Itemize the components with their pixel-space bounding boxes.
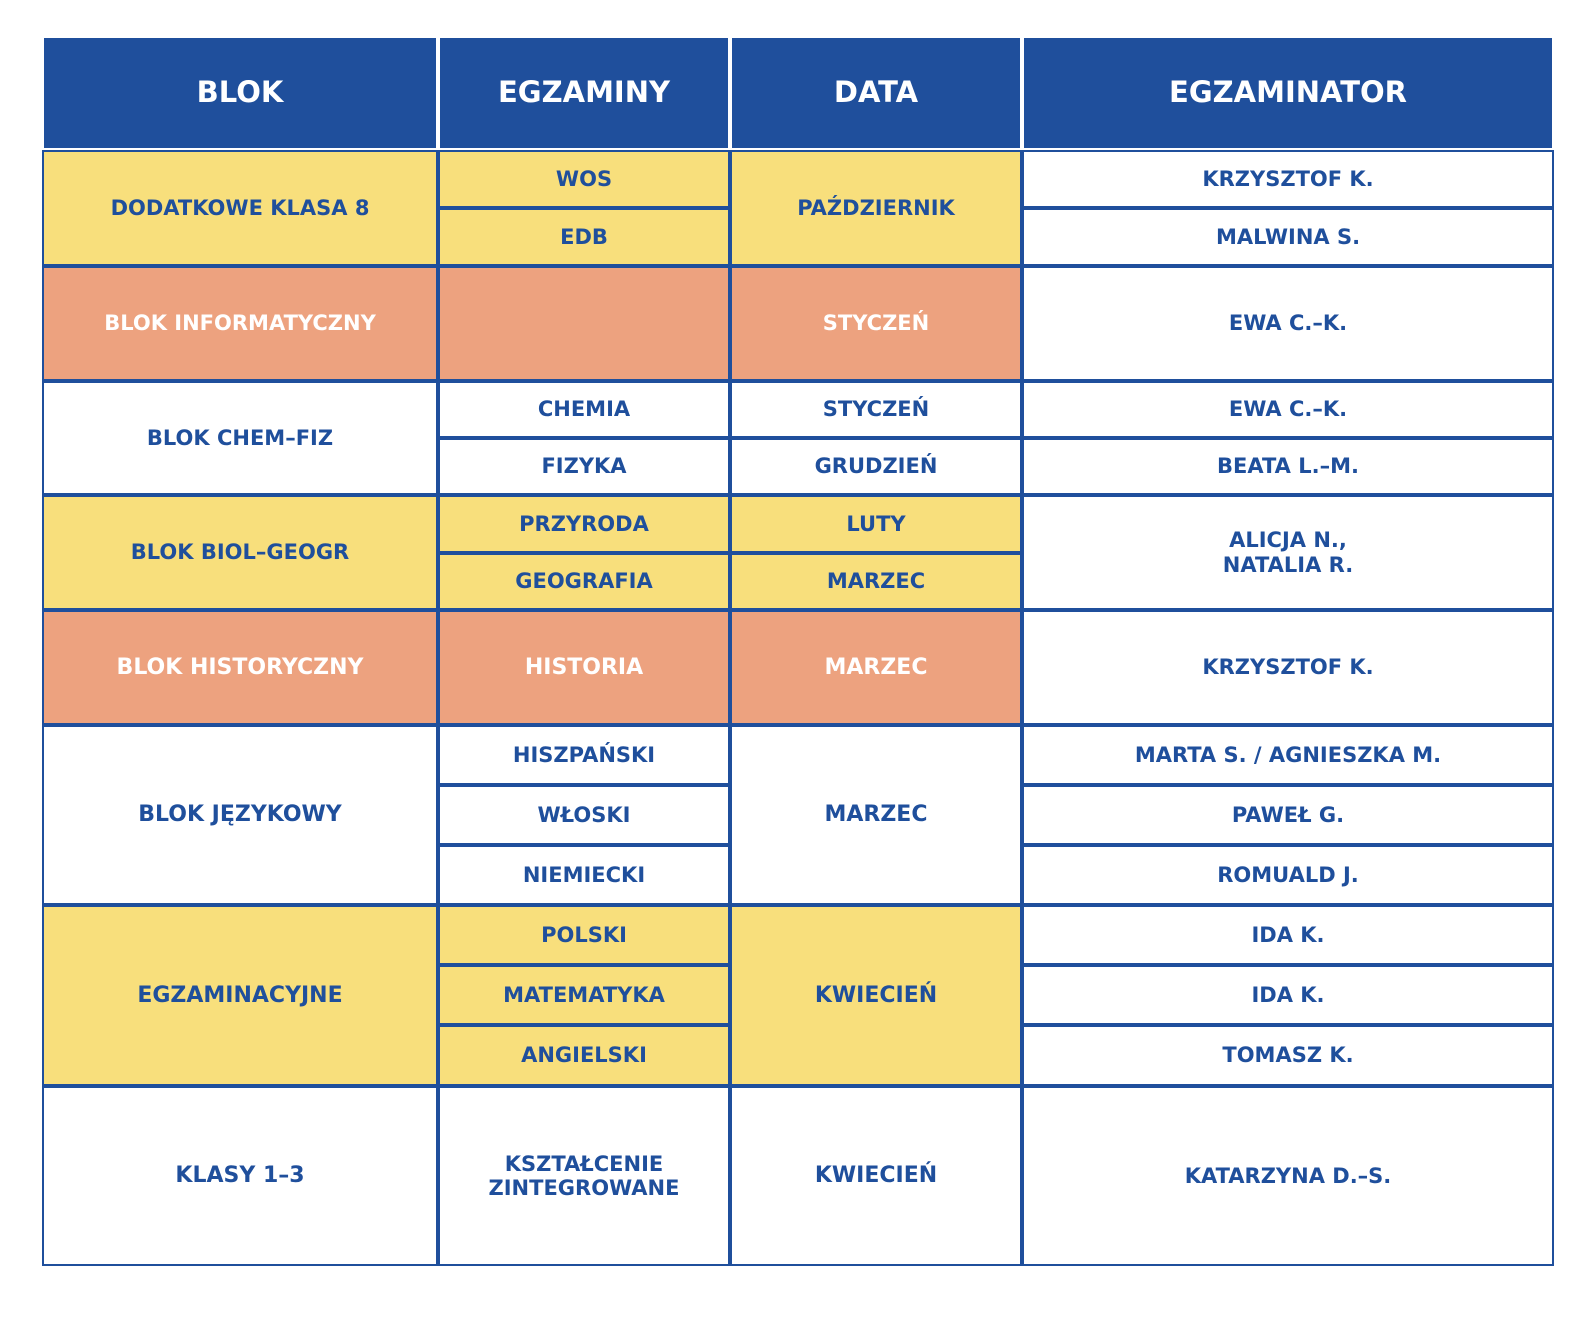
row-examiner: EWA C.–K. — [1022, 381, 1554, 438]
header-data: DATA — [730, 36, 1022, 150]
row-date-grudzien: GRUDZIEŃ — [730, 438, 1022, 495]
row-date-marzec: MARZEC — [730, 725, 1022, 905]
row-examiner: MALWINA S. — [1022, 208, 1554, 266]
row-examiner: MARTA S. / AGNIESZKA M. — [1022, 725, 1554, 785]
row-examiner: ALICJA N., NATALIA R. — [1022, 495, 1554, 610]
header-blok: BLOK — [42, 36, 438, 150]
row-blok-jezykowy: BLOK JĘZYKOWY — [42, 725, 438, 905]
row-blok-historyczny: BLOK HISTORYCZNY — [42, 610, 438, 725]
row-date-styczen: STYCZEŃ — [730, 381, 1022, 438]
row-examiner: IDA K. — [1022, 905, 1554, 965]
row-exam-angielski: ANGIELSKI — [438, 1025, 730, 1086]
row-blok-informatyczny: BLOK INFORMATYCZNY — [42, 266, 438, 381]
row-exam-polski: POLSKI — [438, 905, 730, 965]
header-egzaminy: EGZAMINY — [438, 36, 730, 150]
row-exam-przyroda: PRZYRODA — [438, 495, 730, 553]
row-examiner: PAWEŁ G. — [1022, 785, 1554, 845]
header-egzaminator: EGZAMINATOR — [1022, 36, 1554, 150]
row-blok-klasy-1-3: KLASY 1–3 — [42, 1086, 438, 1266]
row-exam-ksztalcenie: KSZTAŁCENIE ZINTEGROWANE — [438, 1086, 730, 1266]
row-date-pazdziernik: PAŹDZIERNIK — [730, 150, 1022, 266]
row-exam-hiszpanski: HISZPAŃSKI — [438, 725, 730, 785]
row-date-marzec: MARZEC — [730, 610, 1022, 725]
exam-schedule-table — [42, 36, 1554, 1300]
row-examiner: EWA C.–K. — [1022, 266, 1554, 381]
row-exam-historia: HISTORIA — [438, 610, 730, 725]
row-date-kwiecien: KWIECIEŃ — [730, 905, 1022, 1086]
row-exam-chemia: CHEMIA — [438, 381, 730, 438]
row-exam-empty — [438, 266, 730, 381]
row-examiner: TOMASZ K. — [1022, 1025, 1554, 1086]
row-date-kwiecien: KWIECIEŃ — [730, 1086, 1022, 1266]
row-examiner: KRZYSZTOF K. — [1022, 150, 1554, 208]
row-date-styczen: STYCZEŃ — [730, 266, 1022, 381]
row-exam-geografia: GEOGRAFIA — [438, 553, 730, 610]
row-blok-chem-fiz: BLOK CHEM–FIZ — [42, 381, 438, 495]
row-examiner: ROMUALD J. — [1022, 845, 1554, 905]
row-examiner: IDA K. — [1022, 965, 1554, 1025]
row-date-luty: LUTY — [730, 495, 1022, 553]
row-exam-fizyka: FIZYKA — [438, 438, 730, 495]
row-exam-matematyka: MATEMATYKA — [438, 965, 730, 1025]
row-blok-egzaminacyjne: EGZAMINACYJNE — [42, 905, 438, 1086]
row-exam-niemiecki: NIEMIECKI — [438, 845, 730, 905]
row-date-marzec: MARZEC — [730, 553, 1022, 610]
row-blok-biol-geogr: BLOK BIOL–GEOGR — [42, 495, 438, 610]
row-blok-dodatkowe: DODATKOWE KLASA 8 — [42, 150, 438, 266]
row-examiner: BEATA L.–M. — [1022, 438, 1554, 495]
row-exam-wloski: WŁOSKI — [438, 785, 730, 845]
row-examiner: KATARZYNA D.–S. — [1022, 1086, 1554, 1266]
row-exam-edb: EDB — [438, 208, 730, 266]
row-exam-wos: WOS — [438, 150, 730, 208]
row-examiner: KRZYSZTOF K. — [1022, 610, 1554, 725]
